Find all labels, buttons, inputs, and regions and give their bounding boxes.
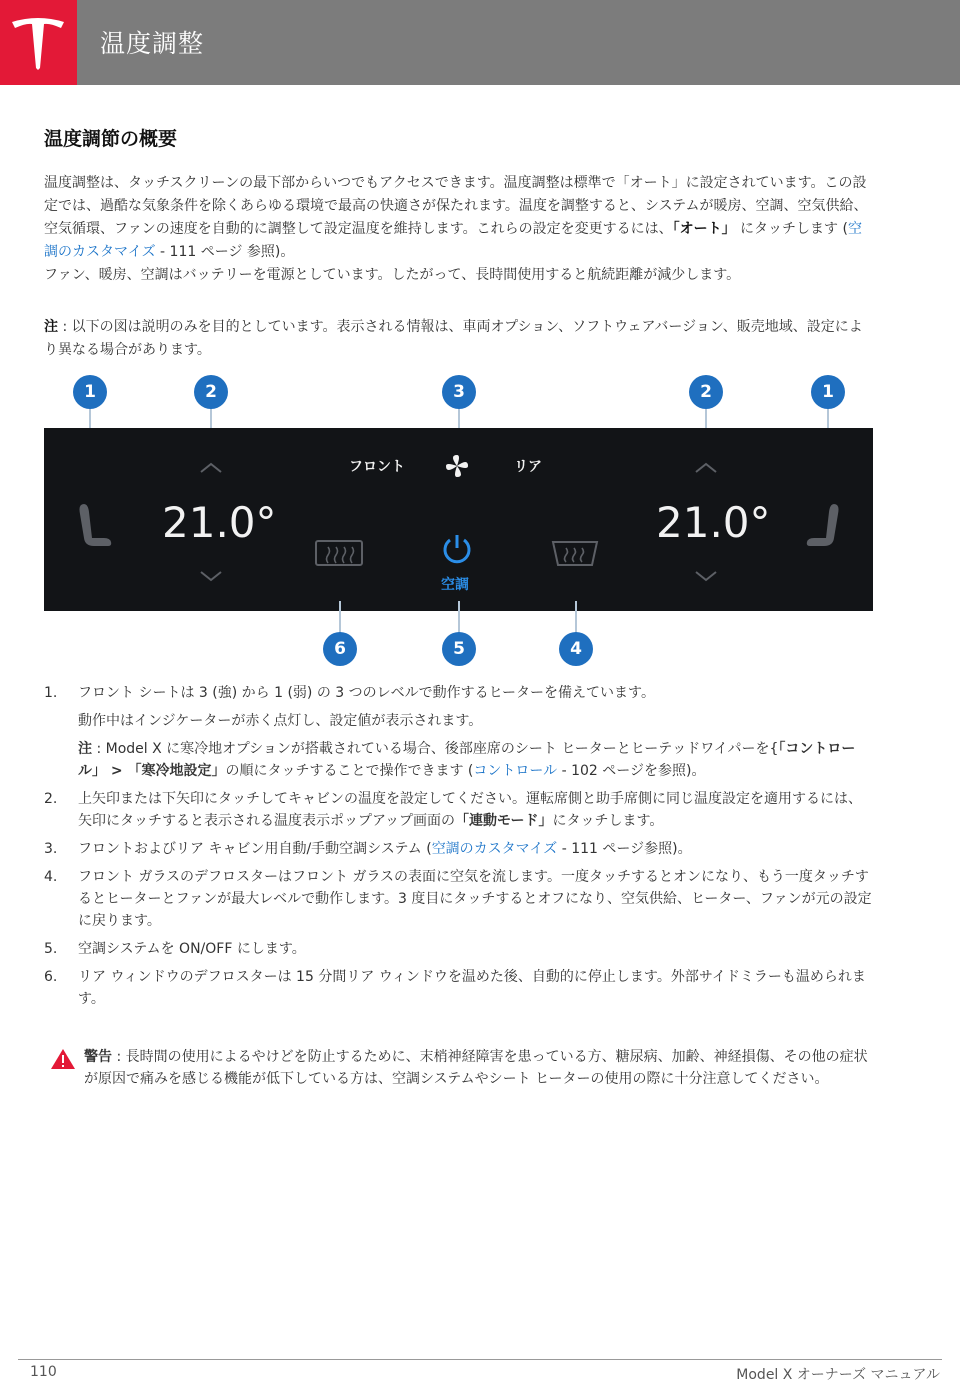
note-text: の順にタッチすることで操作できます (: [225, 763, 474, 779]
auto-label: 「オート」: [672, 221, 736, 237]
seat-heater-icon: [74, 498, 114, 554]
temp-up-icon[interactable]: [694, 462, 718, 474]
callout-2: 2: [194, 375, 228, 409]
tesla-logo-icon: [8, 14, 68, 70]
note-label: 注: [44, 319, 58, 335]
seat-heater-indicator-text: 動作中はインジケーターが赤く点灯し、設定値が表示されます。: [78, 713, 483, 729]
warning-body: : 長時間の使用によるやけどを防止するために、末梢神経障害を患っている方、糖尿病、加齢、神経損傷、その他の症状が原因で痛みを感じる機能が低下している方は、空調システムやシート ヒーターの使用の際に十分注意してください。: [84, 1049, 868, 1087]
warning-label: 警告: [84, 1049, 112, 1065]
intro-text: 温度調整は、タッチスクリーンの最下部からいつでもアクセスできます。温度調整は標準で「オート」に設定されています。この設定では、過酷な気象条件を除くあらゆる環境で最高の快適さが保たれます。温度を調整すると、システムが暖房、空調、空気供給、空気循環、ファンの速度を自動的に調整して設定温度を維持します。これらの設定を変更するには、: [44, 175, 868, 237]
seat-heater-icon[interactable]: [804, 498, 844, 554]
customize-climate-link[interactable]: 空調のカスタマイズ: [44, 221, 862, 260]
callout-5: 5: [442, 632, 476, 666]
callout-6: 6: [323, 632, 357, 666]
list-item: [44, 938, 874, 960]
callout-1: 1: [73, 375, 107, 409]
callout-line: [339, 601, 341, 633]
list-item: [44, 838, 874, 860]
header-title: 温度調整: [100, 29, 205, 58]
list-text: 空調システムを ON/OFF にします。: [78, 941, 306, 957]
page-header: [0, 0, 960, 85]
list-text: リア ウィンドウのデフロスターは 15 分間リア ウィンドウを温めた後、自動的に停止します。外部サイドミラーも温められます。: [78, 969, 866, 1007]
cold-weather-note: [78, 738, 874, 782]
temp-down-icon[interactable]: [199, 570, 223, 582]
list-number: 5.: [44, 941, 58, 957]
list-item: [44, 866, 874, 932]
intro-paragraph-2: ファン、暖房、空調はバッテリーを電源としています。したがって、長時間使用すると航続距離が減少します。: [44, 267, 741, 283]
list-item: [44, 788, 874, 832]
intro-text: - 111 ページ 参照)。: [155, 244, 295, 260]
callout-line: [458, 601, 460, 633]
list-number: 2.: [44, 791, 58, 807]
callout-1: 1: [811, 375, 845, 409]
list-text-part: フロントおよびリア キャビン用自動/手動空調システム (: [78, 841, 432, 857]
note-text: : 以下の図は説明のみを目的としています。表示される情報は、車両オプション、ソフトウェアバージョン、販売地域、設定により異なる場合があります。: [44, 319, 863, 358]
power-icon[interactable]: [440, 532, 474, 566]
temp-down-icon[interactable]: [694, 570, 718, 582]
feature-list: [44, 682, 874, 1016]
intro-note: [44, 316, 874, 362]
controls-label: 「コントロール」: [78, 741, 856, 779]
callout-3: 3: [442, 375, 476, 409]
front-label[interactable]: フロント: [349, 459, 405, 475]
list-text: フロント シートは 3 (強) から 1 (弱) の 3 つのレベルで動作するヒーターを備えています。: [78, 685, 655, 701]
note-label: 注: [78, 741, 92, 757]
controls-link[interactable]: コントロール: [473, 763, 558, 779]
fan-icon[interactable]: [444, 453, 470, 479]
sync-mode-label: 「連動モード」: [455, 813, 553, 829]
page-number: 110: [30, 1364, 57, 1380]
warning-icon: [50, 1048, 76, 1070]
tesla-logo: [0, 0, 77, 85]
list-text-part: 上矢印または下矢印にタッチしてキャビンの温度を設定してください。運転席側と助手席側に同じ温度設定を適用するには、矢印にタッチすると表示される温度表示ポップアップ画面の: [78, 791, 862, 829]
callout-2: 2: [689, 375, 723, 409]
rear-label[interactable]: リア: [514, 459, 542, 475]
list-text: [78, 788, 874, 832]
front-defrost-icon[interactable]: [550, 538, 600, 568]
warning-block: [44, 1046, 874, 1090]
callout-4: 4: [559, 632, 593, 666]
right-temperature: 21.0°: [656, 498, 771, 547]
list-text-part: - 111 ページ参照)。: [557, 841, 692, 857]
separator: >: [106, 763, 128, 779]
note-text: : Model X に寒冷地オプションが搭載されている場合、後部座席のシート ヒーターとヒーテッドワイパーを{: [92, 741, 779, 757]
temp-up-icon[interactable]: [199, 462, 223, 474]
intro-text: にタッチします (: [735, 221, 848, 237]
customize-climate-link[interactable]: 空調のカスタマイズ: [431, 841, 558, 857]
rear-defrost-icon[interactable]: [314, 538, 364, 568]
list-number: 4.: [44, 869, 58, 885]
note-text: - 102 ページを参照)。: [557, 763, 706, 779]
cold-weather-label: 「寒冷地設定」: [127, 763, 226, 779]
footer-title: Model X オーナーズ マニュアル: [736, 1367, 940, 1383]
list-text-part: にタッチします。: [552, 813, 664, 829]
intro-paragraph-1: [44, 172, 874, 264]
left-temperature: 21.0°: [162, 498, 277, 547]
list-item: [44, 682, 874, 704]
list-text: フロント ガラスのデフロスターはフロント ガラスの表面に空気を流します。一度タッチするとオンになり、もう一度タッチするとヒーターとファンが最大レベルで動作します。3 度目にタッチするとオフになり、空気供給、ヒーター、ファンが元の設定に戻ります。: [78, 869, 872, 929]
footer-divider: [18, 1359, 942, 1360]
list-number: 6.: [44, 969, 58, 985]
section-title: 温度調節の概要: [44, 128, 178, 150]
ac-label[interactable]: 空調: [441, 577, 469, 593]
list-number: 1.: [44, 685, 58, 701]
warning-text: [84, 1046, 874, 1090]
list-text: [78, 838, 874, 860]
climate-panel-figure: [44, 428, 873, 611]
list-item: [44, 966, 874, 1010]
callout-line: [575, 601, 577, 633]
list-number: 3.: [44, 841, 58, 857]
